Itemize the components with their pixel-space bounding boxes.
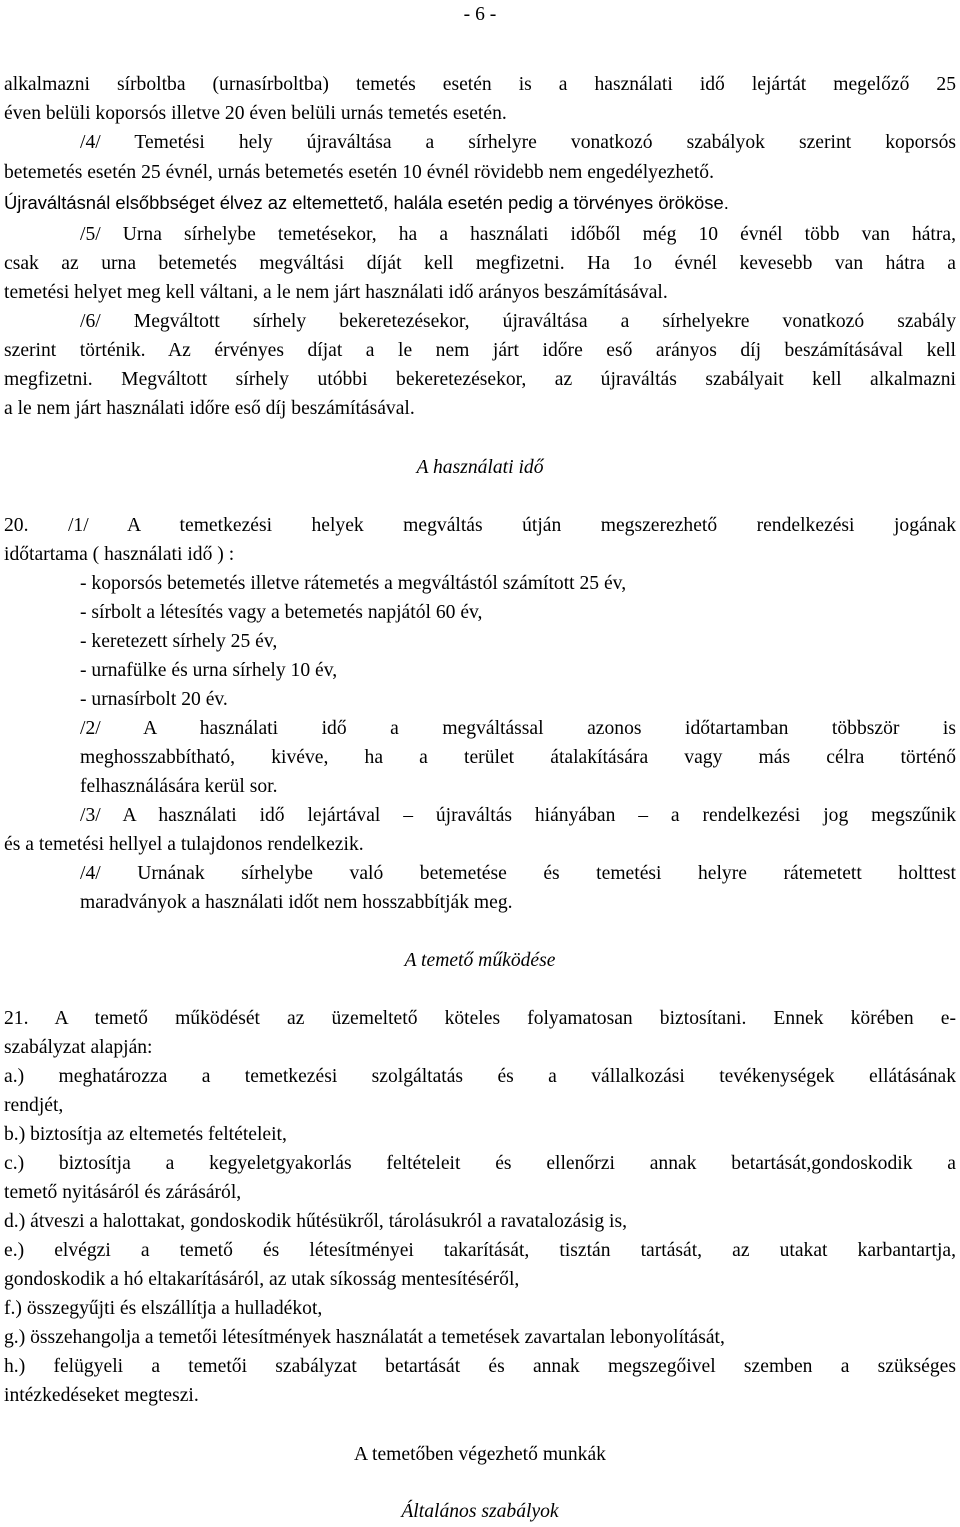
- text-line: /4/ Temetési hely újraváltása a sírhelyre vonatkozó szabályok szerint koporsós: [80, 132, 956, 153]
- text-line: és a temetési hellyel a tulajdonos rendelkezik.: [4, 834, 364, 855]
- list-item: a.) meghatározza a temetkezési szolgáltatás és a vállalkozási tevékenységek ellátásának: [4, 1066, 956, 1087]
- list-item: - sírbolt a létesítés vagy a betemetés napjától 60 év,: [80, 602, 483, 623]
- list-item: e.) elvégzi a temető és létesítményei takarítását, tisztán tartását, az utakat karbantartja,: [4, 1240, 956, 1261]
- list-item: - urnasírbolt 20 év.: [80, 689, 228, 710]
- list-item: g.) összehangolja a temetői létesítmények használatát a temetések zavartalan lebonyolítását,: [4, 1327, 725, 1348]
- list-item: - keretezett sírhely 25 év,: [80, 631, 278, 652]
- section-heading: A használati idő: [416, 457, 544, 478]
- text-line: /3/ A használati idő lejártával – újraváltás hiányában – a rendelkezési jog megszűnik: [80, 805, 956, 826]
- list-item: b.) biztosítja az eltemetés feltételeit,: [4, 1124, 287, 1145]
- text-line: szabályzat alapján:: [4, 1037, 153, 1058]
- section-heading: Általános szabályok: [401, 1501, 559, 1522]
- text-line: Újraváltásnál elsőbbséget élvez az eltemettető, halála esetén pedig a törvényes örököse.: [4, 192, 729, 213]
- text-line: /4/ Urnának sírhelybe való betemetése és temetési helyre rátemetett holttest: [80, 863, 956, 884]
- page-number: - 6 -: [463, 4, 497, 25]
- section-heading: A temetőben végezhető munkák: [354, 1444, 606, 1465]
- text-line: időtartama ( használati idő ) :: [4, 544, 235, 565]
- list-item: d.) átveszi a halottakat, gondoskodik hűtésükről, tárolásukról a ravatalozásig is,: [4, 1211, 628, 1232]
- text-line: szerint történik. Az érvényes díjat a le nem járt időre eső arányos díj beszámításával kell: [4, 340, 956, 361]
- section-heading: A temető működése: [404, 950, 556, 971]
- text-line: /2/ A használati idő a megváltással azonos időtartamban többször is: [80, 718, 956, 739]
- text-line: rendjét,: [4, 1095, 64, 1116]
- text-line: temető nyitásáról és zárásáról,: [4, 1182, 242, 1203]
- text-line: temetési helyet meg kell váltani, a le nem járt használati idő arányos beszámításával.: [4, 282, 668, 303]
- text-line: csak az urna betemetés megváltási díját kell megfizetni. Ha 1o évnél kevesebb van hátra a: [4, 253, 956, 274]
- text-line: megfizetni. Megváltott sírhely utóbbi bekeretezésekor, az újraváltás szabályait kell alkalmazni: [4, 369, 956, 390]
- list-item: - urnafülke és urna sírhely 10 év,: [80, 660, 338, 681]
- text-line: /5/ Urna sírhelybe temetésekor, ha a használati időből még 10 évnél több van hátra,: [80, 224, 956, 245]
- text-line: 20. /1/ A temetkezési helyek megváltás útján megszerezhető rendelkezési jogának: [4, 515, 956, 536]
- list-item: c.) biztosítja a kegyeletgyakorlás feltételeit és ellenőrzi annak betartását,gondoskodik a: [4, 1153, 956, 1174]
- text-line: betemetés esetén 25 évnél, urnás betemetés esetén 10 évnél rövidebb nem engedélyezhető.: [4, 162, 714, 183]
- text-line: intézkedéseket megteszi.: [4, 1385, 199, 1406]
- list-item: - koporsós betemetés illetve rátemetés a megváltástól számított 25 év,: [80, 573, 627, 594]
- text-line: éven belüli koporsós illetve 20 éven belüli urnás temetés esetén.: [4, 103, 507, 124]
- text-line: felhasználására kerül sor.: [80, 776, 278, 797]
- text-line: alkalmazni sírboltba (urnasírboltba) temetés esetén is a használati idő lejártát megelőző 25: [4, 74, 956, 95]
- list-item: h.) felügyeli a temetői szabályzat betartását és annak megszegőivel szemben a szükséges: [4, 1356, 956, 1377]
- text-line: maradványok a használati időt nem hosszabbítják meg.: [80, 892, 513, 913]
- text-line: 21. A temető működését az üzemeltető köteles folyamatosan biztosítani. Ennek körében e-: [4, 1008, 956, 1029]
- text-line: gondoskodik a hó eltakarításáról, az utak síkosság mentesítéséről,: [4, 1269, 520, 1290]
- text-line: meghosszabbítható, kivéve, ha a terület átalakítására vagy más célra történő: [80, 747, 956, 768]
- list-item: f.) összegyűjti és elszállítja a hulladékot,: [4, 1298, 323, 1319]
- text-line: /6/ Megváltott sírhely bekeretezésekor, újraváltása a sírhelyekre vonatkozó szabály: [80, 311, 956, 332]
- text-line: a le nem járt használati időre eső díj beszámításával.: [4, 398, 415, 419]
